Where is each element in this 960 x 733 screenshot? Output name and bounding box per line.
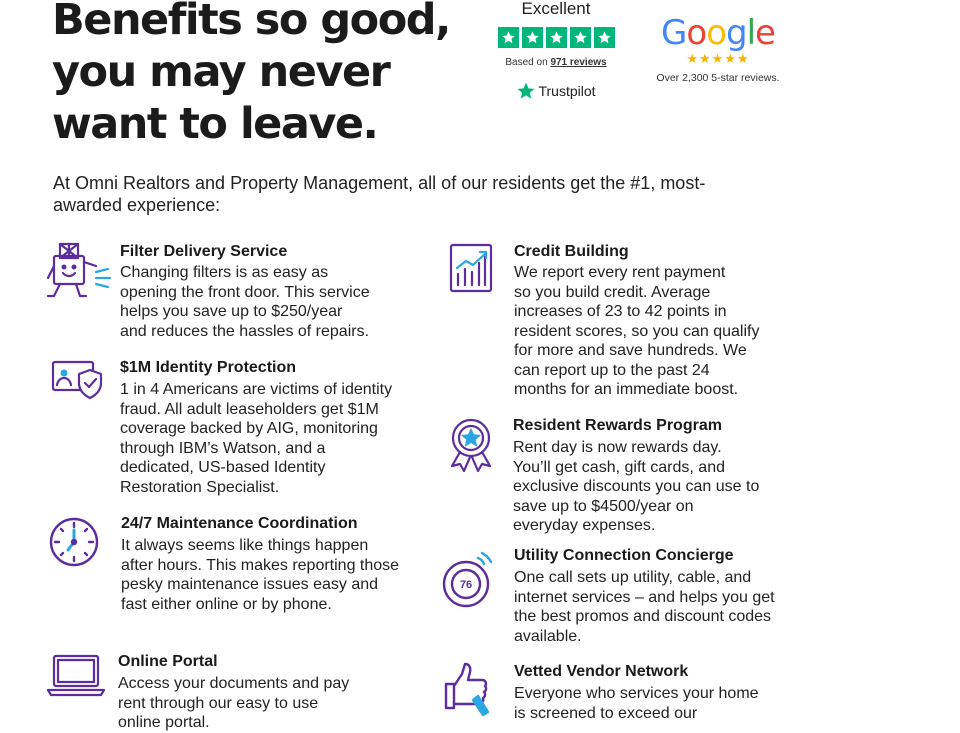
clock-icon [48, 514, 102, 568]
benefit-description: One call sets up utility, cable, and internet services – and helps you get the best promos and discount codes available. [514, 569, 775, 645]
benefit-title: Credit Building [514, 243, 629, 260]
benefit-description: Changing filters is as easy as opening the front door. This service helps you save up to $250/year and reduces the hassles of repairs. [120, 264, 370, 340]
trustpilot-stars [490, 27, 622, 48]
trustpilot-rating [490, 0, 622, 101]
star-icon [498, 27, 519, 48]
trustpilot-brand: Trustpilot [538, 83, 596, 99]
benefit-title: Resident Rewards Program [513, 417, 722, 434]
id-shield-icon [50, 358, 106, 402]
headline-line-2: you may never [52, 47, 390, 97]
intro-text: At Omni Realtors and Property Management, all of our residents get the #1, most-awarded experience: [53, 173, 706, 215]
star-icon [546, 27, 567, 48]
benefit-description: Rent day is now rewards day. You’ll get cash, gift cards, and exclusive discounts you can use to save up to $4500/year on everyday expenses. [513, 439, 760, 534]
benefit-title: Filter Delivery Service [120, 243, 288, 260]
benefit-description: 1 in 4 Americans are victims of identity fraud. All adult leaseholders get $1M coverage backed by AIG, monitoring through IBM’s Watson, and a dedicated, US-based Identity Restoration Specialist. [120, 381, 393, 496]
laptop-icon [46, 652, 106, 698]
google-reviews-text: Over 2,300 5-star reviews. [656, 72, 780, 84]
benefit-title: 24/7 Maintenance Coordination [121, 515, 358, 532]
benefit-title: $1M Identity Protection [120, 359, 297, 376]
star-icon [570, 27, 591, 48]
svg-text:76: 76 [459, 579, 473, 591]
trustpilot-rating-word: Excellent [521, 0, 591, 18]
benefit-description: Access your documents and pay rent through our easy to use online portal. [118, 675, 350, 731]
star-icon [594, 27, 615, 48]
thumbs-up-icon [442, 662, 498, 720]
benefit-title: Vetted Vendor Network [514, 663, 689, 680]
growth-chart-icon [448, 242, 496, 294]
google-stars: ★★★★★ [686, 51, 750, 66]
benefit-title: Online Portal [118, 653, 218, 670]
google-logo: Google [661, 13, 775, 53]
benefit-description: It always seems like things happen after hours. This makes reporting those pesky maintenance issues easy and fast either online or by phone. [121, 537, 400, 613]
thermostat-icon [440, 546, 498, 610]
headline-line-1: Benefits so good, [52, 0, 450, 45]
headline [52, 0, 450, 150]
trustpilot-star-icon [516, 81, 536, 101]
trustpilot-logo [490, 81, 622, 101]
google-rating [640, 14, 796, 84]
review-count-link[interactable]: 971 reviews [550, 57, 607, 68]
based-prefix: Based on [505, 57, 548, 68]
benefit-description: We report every rent payment so you build credit. Average increases of 23 to 42 points in resident scores, so you can qualify for more and save hundreds. We can report up to the past 24 months for an immediate boost. [514, 264, 760, 398]
award-ribbon-icon [446, 416, 498, 474]
benefit-title: Utility Connection Concierge [514, 547, 734, 564]
star-icon [522, 27, 543, 48]
headline-line-3: want to leave. [52, 99, 378, 149]
benefit-description: Everyone who services your home is screened to exceed our [514, 685, 759, 722]
trustpilot-based-on [490, 57, 622, 68]
filter-box-icon [46, 242, 114, 302]
